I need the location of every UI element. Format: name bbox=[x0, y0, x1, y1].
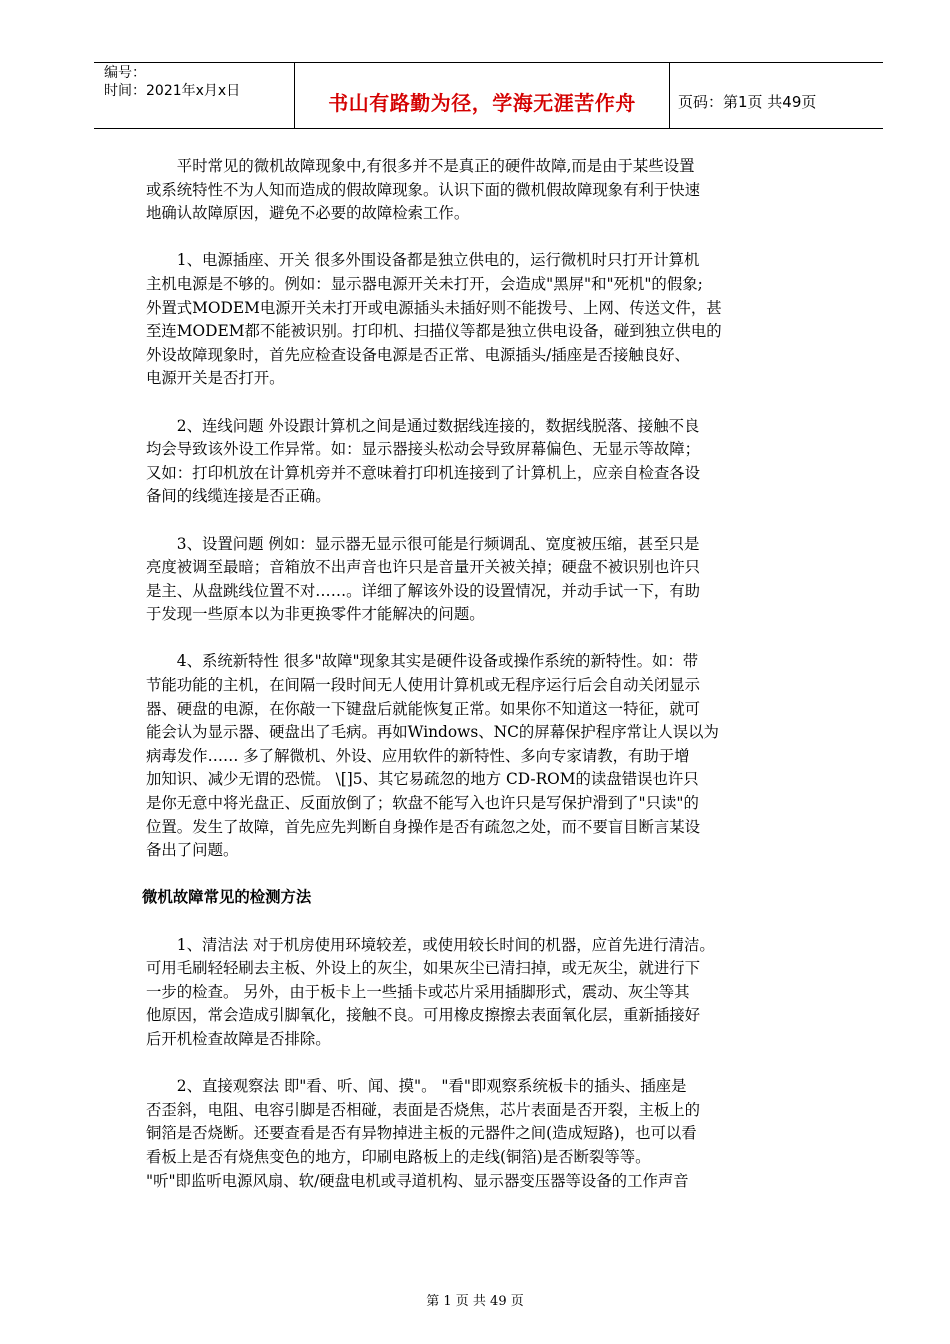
header-motto-cell bbox=[295, 63, 670, 128]
page-header bbox=[94, 62, 883, 129]
paragraph-observation: 2、直接观察法 即"看、听、闻、摸"。 "看"即观察系统板卡的插头、插座是 否歪斜，电阻、电容引脚是否相碰，表面是否烧焦，芯片表面是否开裂，主板上的 铜箔是否烧断。还要查看是否有异物掉进主板的元器件之间(造成短路)，也可以看 看板上是否有烧焦变色的地方，印刷电路板上的走线(铜箔)是否断裂等等。 "听"即监听电源风扇、软/硬盘电机或寻道机构、显示器变压器等设备的工作声音 bbox=[146, 1077, 701, 1190]
page-footer: 第 1 页 共 49 页 bbox=[426, 1294, 524, 1309]
time-label: 时间：2021年x月x日 bbox=[104, 83, 241, 99]
section-title: 微机故障常见的检测方法 bbox=[142, 888, 312, 907]
paragraph-system-features: 4、系统新特性 很多"故障"现象其实是硬件设备或操作系统的新特性。如：带 节能功能的主机，在间隔一段时间无人使用计算机或无程序运行后会自动关闭显示 器、硬盘的电源，在你敲一下键盘后就能恢复正常。如果你不知道这一特征，就可 能会认为显示器、硬盘出了毛病。再如Windows、NC的屏幕保护程序常让人误以为 病毒发作…… 多了解微机、外设、应用软件的新特性、多向专家请教，有助于增 加知识、减少无谓的恐慌。 \[]5、其它易疏忽的地方 CD-ROM的读盘错误也许只 是你无意中将光盘正、反面放倒了；软盘不能写入也许只是写保护滑到了"只读"的 位置。发生了故障，首先应先判断自身操作是否有疏忽之处，而不要盲目断言某设 备出了问题。 bbox=[146, 652, 719, 860]
page-code: 页码：第1页 共49页 bbox=[678, 93, 817, 111]
header-meta-cell bbox=[94, 63, 295, 128]
header-page-cell bbox=[670, 63, 883, 128]
intro-paragraph: 平时常见的微机故障现象中,有很多并不是真正的硬件故障,而是由于某些设置 或系统特性不为人知而造成的假故障现象。认识下面的微机假故障现象有利于快速 地确认故障原因，避免不必要的故障检索工作。 bbox=[146, 157, 701, 223]
document-body bbox=[142, 155, 856, 1193]
paragraph-cables: 2、连线问题 外设跟计算机之间是通过数据线连接的，数据线脱落、接触不良 均会导致该外设工作异常。如：显示器接头松动会导致屏幕偏色、无显示等故障； 又如：打印机放在计算机旁并不意味着打印机连接到了计算机上，应亲自检查各设 备间的线缆连接是否正确。 bbox=[146, 416, 701, 506]
code-label: 编号： bbox=[104, 65, 146, 81]
paragraph-power: 1、电源插座、开关 很多外围设备都是独立供电的，运行微机时只打开计算机 主机电源是不够的。例如：显示器电源开关未打开，会造成"黑屏"和"死机"的假象; 外置式MODEM电源开关未打开或电源插头未插好则不能拨号、上网、传送文件，甚 至连MODEM都不能被识别。打印机、扫描仪等都是独立供电设备，碰到独立供电的 外设故障现象时，首先应检查设备电源是否正常、电源插头/插座是否接触良好、 电源开关是否打开。 bbox=[146, 251, 722, 388]
paragraph-cleaning: 1、清洁法 对于机房使用环境较差，或使用较长时间的机器，应首先进行清洁。 可用毛刷轻轻刷去主板、外设上的灰尘，如果灰尘已清扫掉，或无灰尘，就进行下 一步的检查。 另外，由于板卡上一些插卡或芯片采用插脚形式，震动、灰尘等其 他原因，常会造成引脚氧化，接触不良。可用橡皮擦擦去表面氧化层，重新插接好 后开机检查故障是否排除。 bbox=[146, 935, 715, 1048]
paragraph-settings: 3、设置问题 例如：显示器无显示很可能是行频调乱、宽度被压缩，甚至只是 亮度被调至最暗；音箱放不出声音也许只是音量开关被关掉；硬盘不被识别也许只 是主、从盘跳线位置不对……。详细了解该外设的设置情况，并动手试一下，有助 于发现一些原本以为非更换零件才能解决的问题。 bbox=[146, 534, 701, 624]
motto-text: 书山有路勤为径，学海无涯苦作舟 bbox=[328, 91, 636, 115]
